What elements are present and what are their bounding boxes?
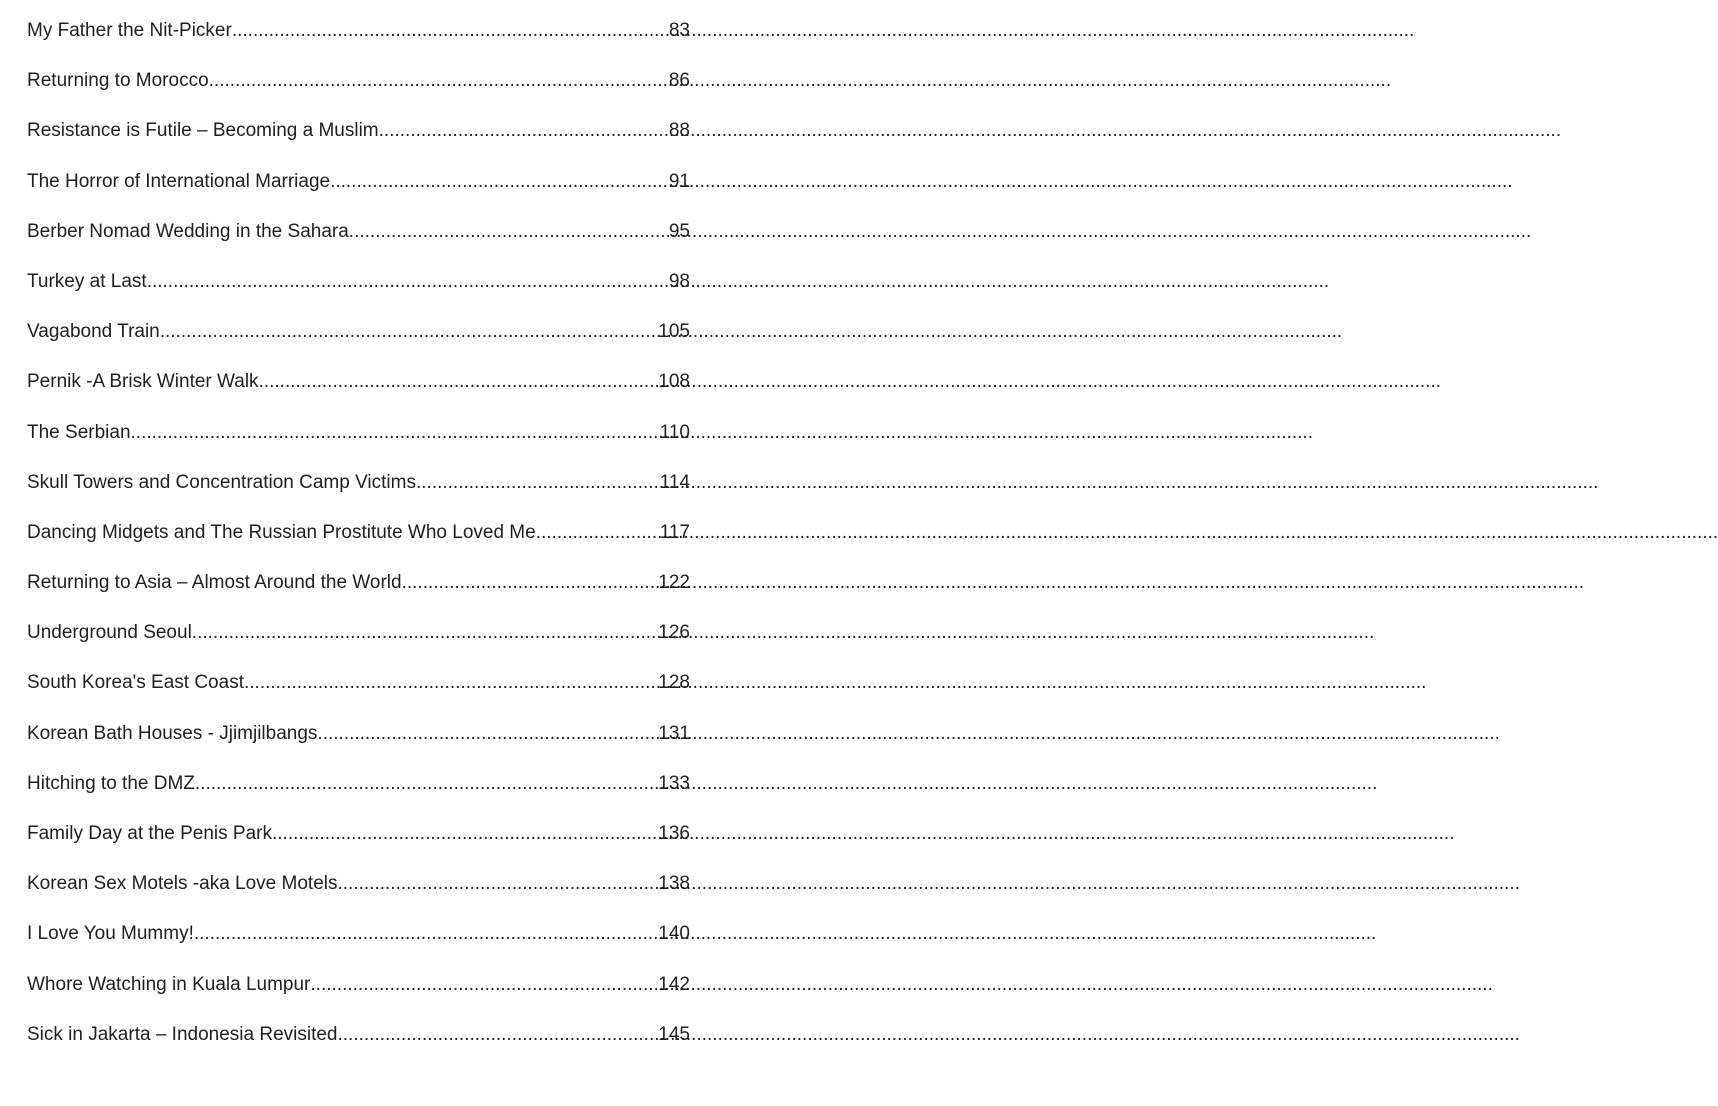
toc-entry-title: Pernik -A Brisk Winter Walk <box>27 371 259 393</box>
toc-entry-title: Korean Bath Houses - Jjimjilbangs <box>27 722 318 744</box>
toc-entry-title: Vagabond Train <box>27 321 160 343</box>
dot-leader <box>160 318 659 346</box>
dot-leader <box>244 669 658 697</box>
dot-leader <box>402 569 659 597</box>
toc-entry[interactable] <box>27 17 690 67</box>
toc-entry[interactable] <box>27 218 690 268</box>
toc-entry-title: Resistance is Futile – Becoming a Muslim <box>27 120 379 142</box>
toc-entry[interactable] <box>27 669 690 719</box>
dot-leader <box>338 1021 659 1049</box>
toc-entry-title: Returning to Asia – Almost Around the World <box>27 572 402 594</box>
toc-entry-title: The Serbian <box>27 421 131 443</box>
toc-entry-page: 83 <box>668 20 690 41</box>
dot-leader <box>259 368 659 396</box>
toc-entry[interactable] <box>27 820 690 870</box>
toc-entry-title: Underground Seoul <box>27 622 192 644</box>
toc-entry-page: 145 <box>658 1023 690 1045</box>
toc-entry-page: 95 <box>668 220 690 242</box>
toc-entry[interactable] <box>27 168 690 218</box>
dot-leader <box>379 117 669 145</box>
toc-entry-title: Turkey at Last <box>27 270 147 292</box>
toc-entry[interactable] <box>27 569 690 619</box>
toc-entry-page: 136 <box>658 823 690 844</box>
toc-entry-title: South Korea's East Coast <box>27 672 244 694</box>
toc-entry-title: Sick in Jakarta – Indonesia Revisited <box>27 1023 338 1045</box>
dot-leader <box>272 820 658 848</box>
dot-leader <box>416 469 660 497</box>
toc-entry[interactable] <box>27 368 690 418</box>
dot-leader <box>349 218 669 246</box>
dot-leader <box>338 870 659 898</box>
dot-leader <box>330 168 669 196</box>
dot-leader <box>209 67 669 95</box>
toc-entry-title: Dancing Midgets and The Russian Prostitute Who Loved Me <box>27 521 536 543</box>
dot-leader <box>195 770 658 798</box>
dot-leader <box>232 17 669 45</box>
toc-entry-title: Skull Towers and Concentration Camp Victims <box>27 471 416 493</box>
toc-entry[interactable] <box>27 920 690 970</box>
toc-entry[interactable] <box>27 318 690 368</box>
toc-entry[interactable] <box>27 720 690 770</box>
toc-entry-page: 122 <box>658 572 690 594</box>
toc-entry-page: 128 <box>658 672 690 694</box>
toc-entry-page: 126 <box>658 622 690 644</box>
toc-entry-page: 86 <box>668 70 690 92</box>
toc-entry-title: I Love You Mummy! <box>27 923 194 945</box>
toc-entry[interactable] <box>27 971 690 1021</box>
toc-entry-title: The Horror of International Marriage <box>27 170 331 192</box>
dot-leader <box>192 619 659 647</box>
toc-entry-title: Whore Watching in Kuala Lumpur <box>27 973 311 995</box>
toc-entry-title: Returning to Morocco <box>27 70 209 92</box>
toc-entry-page: 140 <box>658 923 690 945</box>
toc-entry[interactable] <box>27 770 690 820</box>
toc-entry-page: 105 <box>658 321 690 343</box>
dot-leader <box>147 268 669 296</box>
dot-leader <box>536 519 660 547</box>
toc-entry-title: Hitching to the DMZ <box>27 772 195 794</box>
toc-entry[interactable] <box>27 67 690 117</box>
toc-entry-title: Korean Sex Motels -aka Love Motels <box>27 873 338 895</box>
toc-entry-title: Berber Nomad Wedding in the Sahara <box>27 220 349 242</box>
toc-entry-title: Family Day at the Penis Park <box>27 823 272 844</box>
toc-entry[interactable] <box>27 1021 690 1071</box>
toc-entry[interactable] <box>27 419 690 469</box>
toc-entry[interactable] <box>27 619 690 669</box>
dot-leader <box>310 971 658 999</box>
toc-entry-page: 110 <box>659 421 690 443</box>
toc-entry-page: 114 <box>659 471 690 493</box>
toc-entry-page: 91 <box>668 170 690 192</box>
dot-leader <box>194 920 658 948</box>
toc-entry-page: 108 <box>658 371 690 393</box>
toc-entry-page: 138 <box>658 873 690 895</box>
toc-entry[interactable] <box>27 268 690 318</box>
toc-entry-page: 117 <box>659 521 690 543</box>
toc-entry[interactable] <box>27 519 690 569</box>
table-of-contents <box>27 17 690 1071</box>
dot-leader <box>131 419 660 447</box>
toc-entry-page: 131 <box>658 722 690 744</box>
toc-entry-page: 98 <box>668 270 690 292</box>
toc-entry[interactable] <box>27 117 690 167</box>
dot-leader <box>317 720 658 748</box>
toc-entry[interactable] <box>27 469 690 519</box>
toc-entry[interactable] <box>27 870 690 920</box>
toc-entry-page: 88 <box>668 120 690 142</box>
toc-entry-page: 133 <box>658 772 690 794</box>
toc-entry-title: My Father the Nit-Picker <box>27 20 232 41</box>
toc-entry-page: 142 <box>658 973 690 995</box>
